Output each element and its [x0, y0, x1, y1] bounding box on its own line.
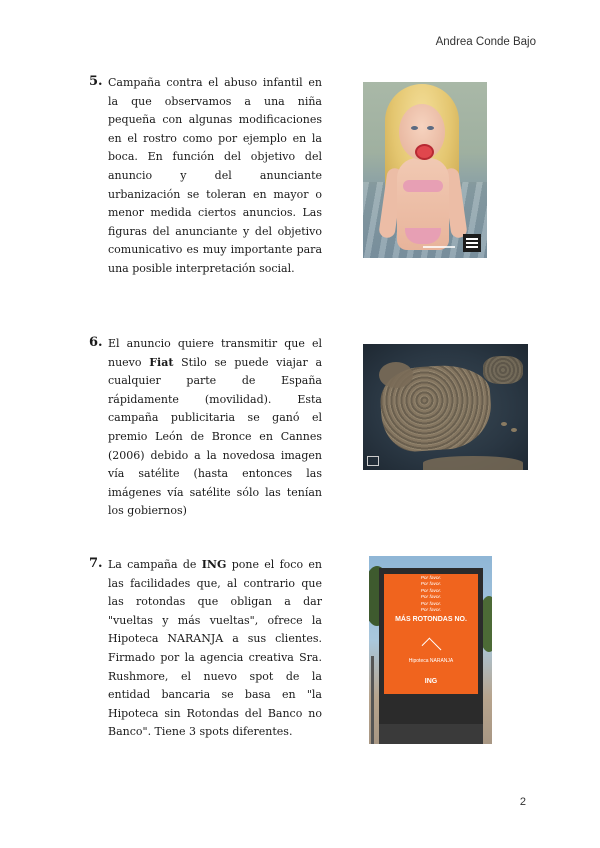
house-roof-icon	[422, 638, 442, 658]
billboard-line: Por favor.	[420, 601, 442, 607]
street-pole	[371, 656, 374, 744]
list-item-7	[90, 556, 322, 742]
item-number: 5.	[89, 74, 103, 89]
item-text	[108, 556, 322, 742]
bikini-top	[403, 180, 443, 192]
satellite-africa-coast	[423, 456, 523, 470]
billboard-line: Por favor.	[420, 608, 442, 614]
child-eye	[427, 126, 434, 130]
ing-logo: ING	[424, 678, 438, 685]
item-number: 6.	[89, 335, 103, 350]
billboard-lines	[384, 576, 478, 614]
item-text: Campaña contra el abuso infantil en la que observamos a una niña pequeña con algunas modificaciones en el rostro como por ejemplo en la boca. En función del objetivo del anuncio y del anunciante urbanización se toleran en mayor o menor medida ciertos anuncios. Las figuras del anunciante y del objetivo comunicativo es muy importante para una posible interpretación social.	[108, 76, 322, 275]
satellite-iberia-photo	[363, 344, 528, 470]
billboard-line: Por favor.	[420, 576, 442, 581]
billboard-line: Por favor.	[420, 588, 442, 594]
page-number: 2	[519, 796, 526, 808]
ing-billboard-photo	[369, 556, 492, 744]
item-text-part: pone el foco en las facilidades que, al contrario que las rotondas que obligan a dar "vueltas y más vueltas", ofrece la Hipoteca NARANJA a sus clientes. Firmado por la agencia creativa Sra. Rushmore, el nuevo spot de la entidad bancaria se basa en "la Hipoteca sin Rotondas del Banco no Banco". Tiene 3 spots diferentes.	[108, 558, 323, 739]
ad-corner-mark	[367, 456, 379, 466]
satellite-galicia	[379, 362, 413, 388]
list-item-5	[90, 74, 322, 279]
billboard-line: Por favor.	[420, 582, 442, 588]
billboard-base	[379, 724, 483, 744]
brand-name-fiat: Fiat	[149, 355, 174, 369]
item-text-part: La campaña de	[108, 558, 202, 571]
child-eye	[411, 126, 418, 130]
satellite-france	[483, 356, 523, 384]
advertiser-logo	[463, 234, 481, 252]
brand-name-ing: ING	[201, 558, 227, 571]
satellite-island	[501, 422, 507, 426]
page-header-author: Andrea Conde Bajo	[435, 36, 536, 48]
child-campaign-photo	[363, 82, 487, 258]
item-text-part: Stilo se puede viajar a cualquier parte de España rápidamente (movilidad). Esta campaña publicitaria se ganó el premio León de Bronce en Cannes (2006) debido a la novedosa imagen vía satélite (hasta entonces las imágenes vía satélite sólo las tenían los gobiernos)	[108, 355, 323, 518]
billboard-panel	[384, 574, 478, 694]
item-text	[108, 335, 322, 521]
child-mouth	[415, 144, 434, 160]
list-item-6	[90, 335, 322, 521]
billboard-product: Hipoteca NARANJA	[408, 658, 454, 664]
photo-caption-line	[423, 246, 455, 248]
satellite-island	[511, 428, 517, 432]
billboard-line: Por favor.	[420, 595, 442, 601]
item-text-part: El anuncio quiere transmitir que el nuevo	[108, 337, 322, 369]
item-number: 7.	[89, 556, 103, 571]
billboard-headline: MÁS ROTONDAS NO.	[395, 616, 467, 623]
